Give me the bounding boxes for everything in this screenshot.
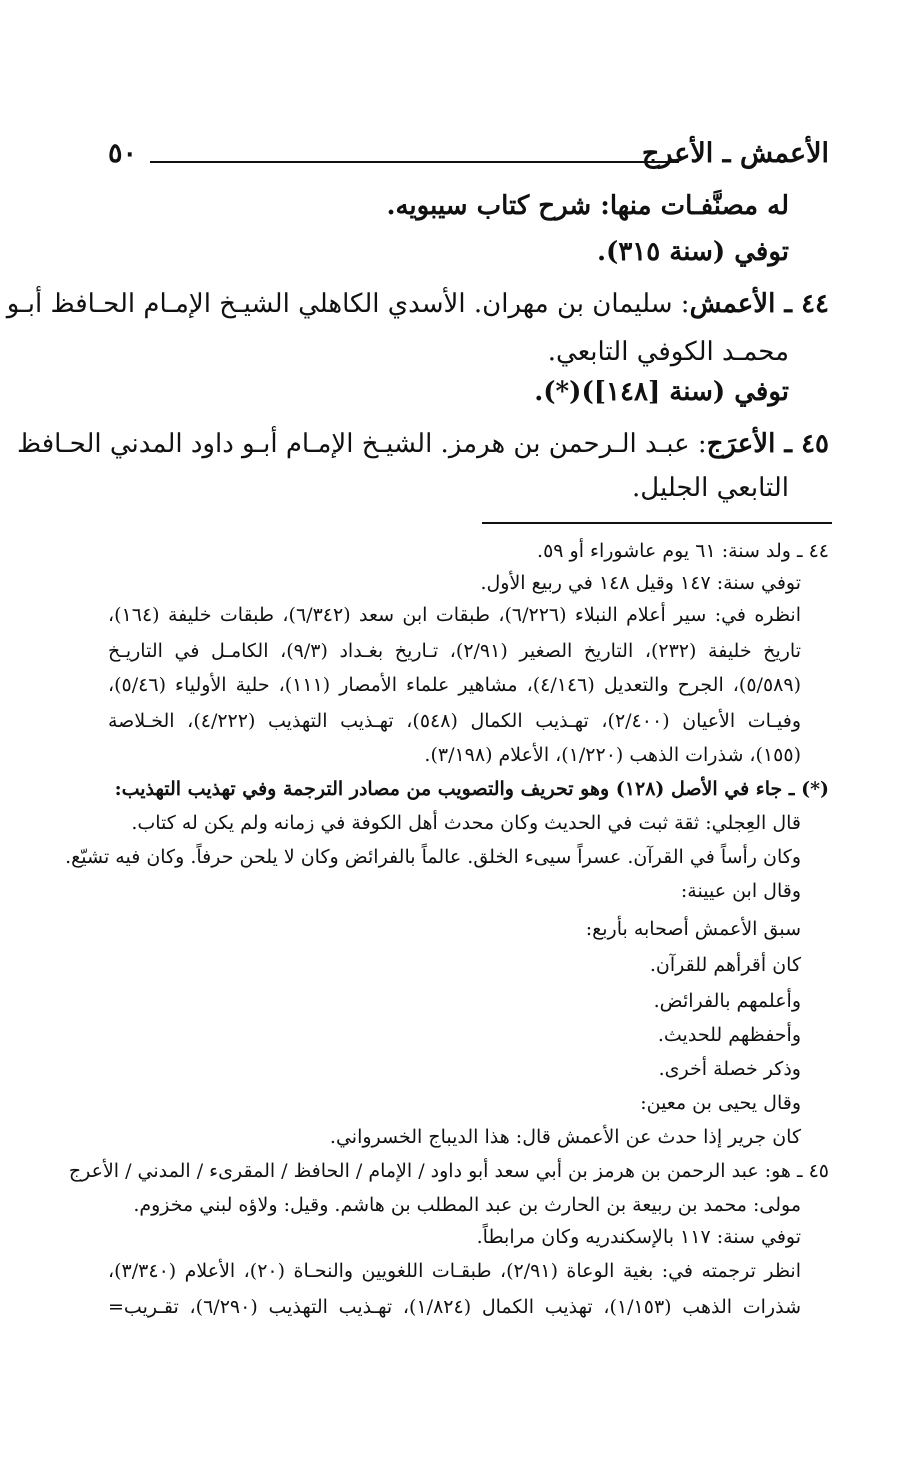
footnote-line: وقال ابن عيينة: bbox=[680, 880, 801, 902]
footnote-line: ٤٥ ـ هو: عبد الرحمن بن هرمز بن أبي سعد أبو داود / الإمام / الحافظ / المقرىء / المدني / الأعرج bbox=[68, 1160, 829, 1182]
entry-45 bbox=[17, 424, 829, 464]
footnote-line: شذرات الذهب (١/١٥٣)، تهذيب الكمال (١/٨٢٤)، تهـذيب التهذيب (٦/٢٩٠)، تقـريب= bbox=[108, 1296, 801, 1318]
main-line: محمـد الكوفي التابعي. bbox=[547, 337, 789, 367]
footnote-line: كان جرير إذا حدث عن الأعمش قال: هذا الديباج الخسرواني. bbox=[329, 1126, 801, 1148]
page-number: ٥٠ bbox=[108, 138, 138, 169]
footnote-line: ٤٤ ـ ولد سنة: ٦١ يوم عاشوراء أو ٥٩. bbox=[537, 540, 829, 562]
footnote-line: مولى: محمد بن ربيعة بن الحارث بن عبد المطلب بن هاشم. وقيل: ولاؤه لبني مخزوم. bbox=[133, 1194, 801, 1216]
footnote-line: وفيـات الأعيان (٢/٤٠٠)، تهـذيب الكمال (٥٤٨)، تهـذيب التهذيب (٤/٢٢٢)، الخـلاصة bbox=[108, 710, 802, 732]
footnote-line: وقال يحيى بن معين: bbox=[640, 1092, 801, 1114]
footnote-line: (٥/٥٨٩)، الجرح والتعديل (٤/١٤٦)، مشاهير علماء الأمصار (١١١)، حلية الأولياء (٥/٤٦)، bbox=[108, 674, 801, 696]
footnote-line: سبق الأعمش أصحابه بأربع: bbox=[585, 918, 801, 940]
footnote-line: (١٥٥)، شذرات الذهب (١/٢٢٠)، الأعلام (٣/١٩٨). bbox=[424, 744, 801, 766]
footnote-line: وذكر خصلة أخرى. bbox=[658, 1058, 801, 1080]
entry-name: الأعرَج bbox=[706, 429, 776, 459]
footnote-line: انظر ترجمته في: بغية الوعاة (٢/٩١)، طبقـات اللغويين والنحـاة (٢٠)، الأعلام (٣/٣٤٠)، bbox=[108, 1260, 801, 1282]
entry-44 bbox=[6, 284, 829, 324]
footnote-line: توفي سنة: ١٤٧ وقيل ١٤٨ في ربيع الأول. bbox=[480, 572, 801, 594]
footnote-line: تاريخ خليفة (٢٣٢)، التاريخ الصغير (٢/٩١)، تـاريخ بغـداد (٩/٣)، الكامـل في التاريـخ bbox=[108, 640, 801, 662]
entry-text: : عبـد الـرحمن بن هرمز. الشيـخ الإمـام أبـو داود المدني الحـافظ bbox=[17, 429, 707, 459]
footnote-line: وكان رأساً في القرآن. عسراً سيىء الخلق. عالماً بالفرائض وكان لا يلحن حرفاً. وكان فيه تشيّع. bbox=[65, 846, 801, 868]
footnote-line: انظره في: سير أعلام النبلاء (٦/٢٢٦)، طبقات ابن سعد (٦/٣٤٢)، طبقات خليفة (١٦٤)، bbox=[108, 604, 801, 626]
main-line: توفي (سنة ٣١٥). bbox=[596, 237, 789, 267]
main-line: توفي (سنة [١٤٨])(*). bbox=[534, 377, 789, 407]
entry-number: ٤٥ ـ bbox=[775, 429, 829, 459]
running-title: الأعمش ـ الأعرج bbox=[641, 138, 829, 169]
footnote-line: وأعلمهم بالفرائض. bbox=[653, 990, 801, 1012]
main-line: التابعي الجليل. bbox=[632, 473, 789, 503]
main-line: له مصنَّفـات منها: شرح كتاب سيبويه. bbox=[386, 191, 789, 221]
footnote-line: توفي سنة: ١١٧ بالإسكندريه وكان مرابطاً. bbox=[476, 1226, 801, 1248]
main-text bbox=[0, 0, 921, 520]
entry-name: الأعمش bbox=[689, 289, 776, 319]
footnote-line: قال العِجلي: ثقة ثبت في الحديث وكان محدث أهل الكوفة في زمانه ولم يكن له كتاب. bbox=[131, 812, 801, 834]
footnote-line: وأحفظهم للحديث. bbox=[657, 1024, 801, 1046]
entry-text: : سليمان بن مهران. الأسدي الكاهلي الشيـخ الإمـام الحـافظ أبـو bbox=[6, 289, 690, 319]
footnote-line: (*) ـ جاء في الأصل (١٢٨) وهو تحريف والتصويب من مصادر الترجمة وفي تهذيب التهذيب: bbox=[114, 778, 829, 800]
entry-number: ٤٤ ـ bbox=[775, 289, 829, 319]
footnote-separator bbox=[482, 522, 832, 524]
footnote-line: كان أقرأهم للقرآن. bbox=[649, 954, 801, 976]
